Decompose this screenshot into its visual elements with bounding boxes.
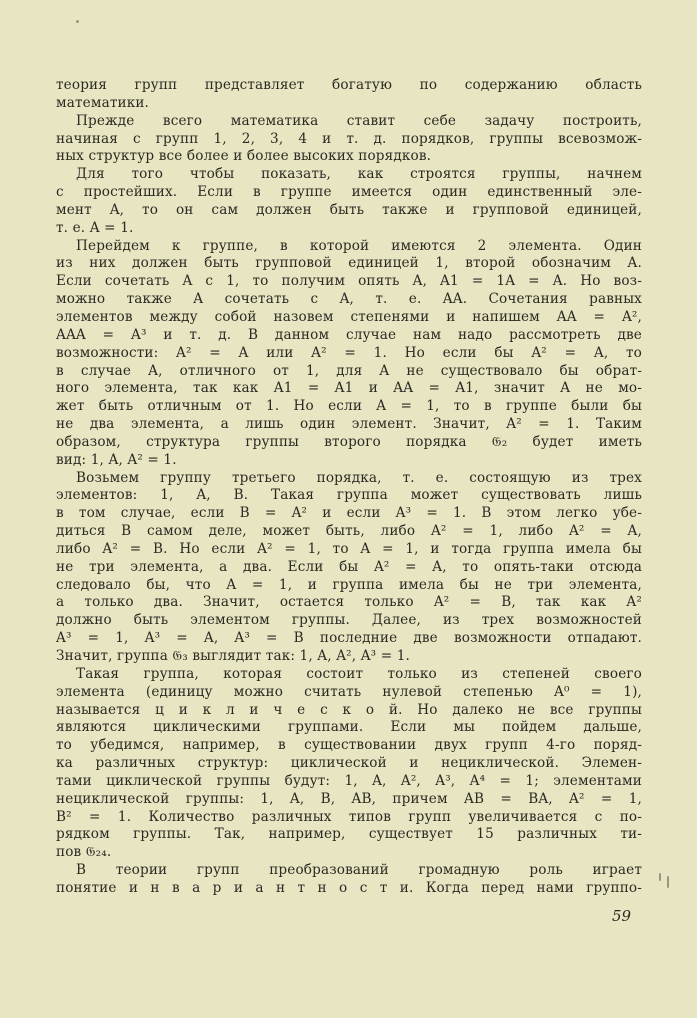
text-line: в случае A, отличного от 1, для A не существовало бы обрат- [56,362,642,379]
text-line: Перейдем к группе, в которой имеются 2 элемента. Один [76,237,642,254]
text-line: Такая группа, которая состоит только из степеней своего [76,665,642,682]
text-line: с простейших. Если в группе имеется один единственный эле- [56,184,642,201]
text-line: пов 𝔊₂₄. [56,844,112,861]
paragraph [56,862,642,898]
paragraph [56,238,642,470]
text-line: т. е. A = 1. [56,219,134,236]
text-line: диться В самом деле, может быть, либо A² = 1, либо A² = A, [56,523,642,540]
text-line: не три элемента, а два. Если бы A² = A, то опять-таки отсюда [56,558,642,575]
paragraph [56,113,642,167]
text-line: элементов: 1, A, B. Такая группа может существовать лишь [56,487,642,504]
text-line: ных структур все более и более высоких порядков. [56,148,432,165]
text-line: из них должен быть групповой единицей 1, второй обозначим A. [56,255,642,272]
paragraph [56,166,642,237]
text-line: ного элемента, так как A1 = A1 и AA = A1, значит A не мо- [56,380,642,397]
text-line: Если сочетать A с 1, то получим опять A, A1 = 1A = A. Но воз- [56,273,642,290]
text-line: а только два. Значит, остается только A² = B, так как A² [56,594,642,611]
text-line: В теории групп преобразований громадную роль играет [76,862,642,879]
scan-speck [667,876,669,888]
text-line: B² = 1. Количество различных типов групп увеличивается с по- [56,808,642,825]
text-line: математики. [56,94,150,111]
text-line: следовало бы, что A = 1, и группа имела бы не три элемента, [56,576,642,593]
paragraph [56,666,642,862]
text-line: мент A, то он сам должен быть также и групповой единицей, [56,201,642,218]
text-line: в том случае, если B = A² и если A³ = 1. В этом легко убе- [56,505,642,522]
text-line: рядком группы. Так, например, существует 15 различных ти- [56,826,642,843]
text-line: являются циклическими группами. Если мы пойдем дальше, [56,719,642,736]
text-line: то убедимся, например, в существовании двух групп 4-го поряд- [56,737,642,754]
text-line: должно быть элементом группы. Далее, из трех возможностей [56,612,642,629]
text-line: ка различных структур: циклической и нециклической. Элемен- [56,755,642,772]
text-line: нециклической группы: 1, A, B, AB, причем AB = BA, A² = 1, [56,790,642,807]
text-line: тами циклической группы будут: 1, A, A², A³, A⁴ = 1; элементами [56,772,642,789]
page-body-text [56,77,642,898]
page-number: 59 [612,907,632,925]
paragraph [56,470,642,666]
paragraph [56,77,642,113]
text-line: либо A² = B. Но если A² = 1, то A = 1, и тогда группа имела бы [56,540,642,557]
text-line: Возьмем группу третьего порядка, т. е. состоящую из трех [76,469,642,486]
text-line: не два элемента, а лишь один элемент. Значит, A² = 1. Таким [56,416,642,433]
text-line: называется ц и к л и ч е с к о й. Но далеко не все группы [56,701,642,718]
text-line: Значит, группа 𝔊₃ выглядит так: 1, A, A², A³ = 1. [56,648,411,664]
text-line: Прежде всего математика ставит себе задачу построить, [76,112,642,129]
text-line: понятие и н в а р и а н т н о с т и. Когда перед нами группо- [56,879,642,896]
text-line: элементов между собой назовем степенями и напишем AA = A², [56,308,642,325]
text-line: образом, структура группы второго порядка 𝔊₂ будет иметь [56,433,642,450]
scan-speck [659,873,661,881]
text-line: Для того чтобы показать, как строятся группы, начнем [76,166,642,183]
scan-speck [76,20,79,23]
text-line: вид: 1, A, A² = 1. [56,451,177,468]
text-line: начиная с групп 1, 2, 3, 4 и т. д. порядков, группы всевозмож- [56,130,642,147]
text-line: элемента (единицу можно считать нулевой степенью A⁰ = 1), [56,683,642,700]
text-line: жет быть отличным от 1. Но если A = 1, то в группе были бы [56,398,642,415]
text-line: теория групп представляет богатую по содержанию область [56,77,642,93]
text-line: можно также A сочетать с A, т. е. AA. Сочетания равных [56,291,642,308]
text-line: AAA = A³ и т. д. В данном случае нам надо рассмотреть две [56,326,642,343]
text-line: возможности: A² = A или A² = 1. Но если бы A² = A, то [56,344,642,361]
text-line: A³ = 1, A³ = A, A³ = B последние две возможности отпадают. [56,630,642,647]
